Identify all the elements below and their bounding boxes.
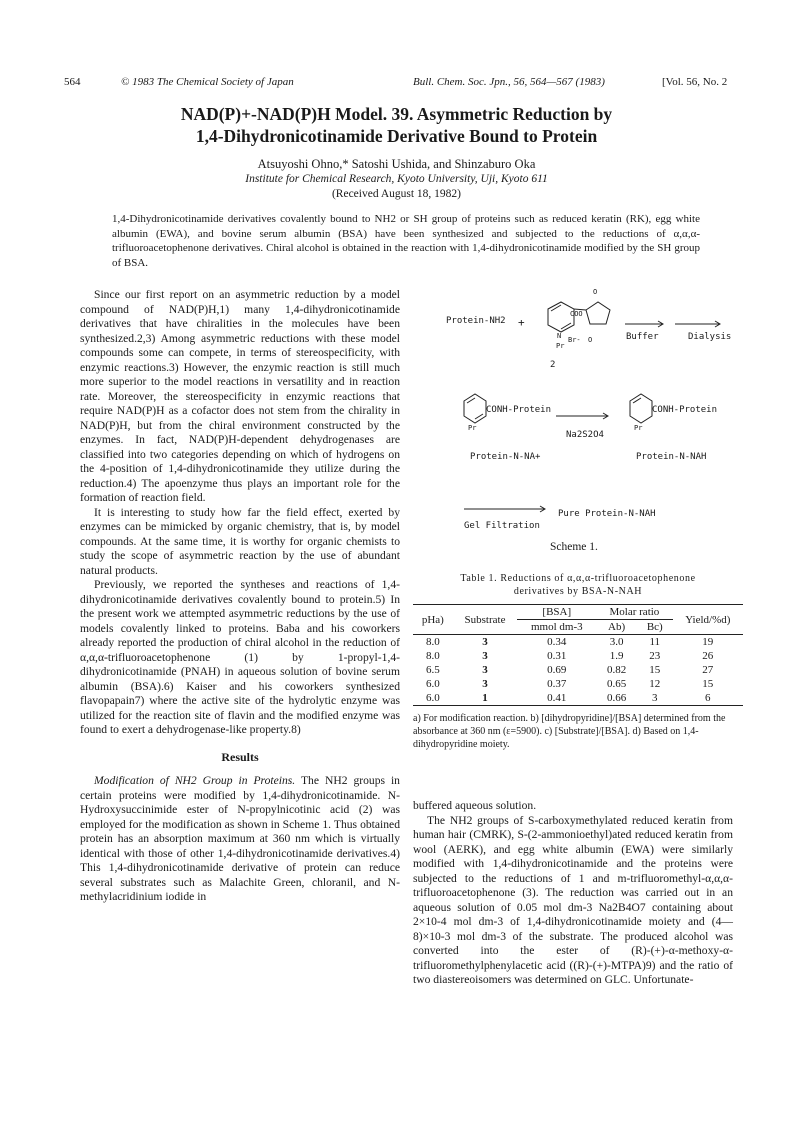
table-caption-line-2: derivatives by BSA-N-NAH [513, 586, 643, 597]
cell-ph: 6.0 [425, 678, 440, 690]
table-reductions [413, 604, 743, 706]
scheme-pr-right: Pr [634, 424, 643, 432]
section-heading-results: Results [221, 749, 259, 764]
title-line-2: 1,4-Dihydronicotinamide Derivative Bound to Protein [195, 126, 598, 146]
table-1 [413, 572, 743, 751]
journal-citation: Bull. Chem. Soc. Jpn., 56, 564—567 (1983) [413, 76, 605, 88]
scheme-coo: COO [570, 310, 583, 318]
scheme-dialysis: Dialysis [688, 332, 732, 342]
table-row [413, 663, 743, 677]
copyright: © 1983 The Chemical Society of Japan [121, 76, 294, 88]
scheme-conh-protein-right: CONH-Protein [652, 405, 718, 415]
paragraph-intro: Since our first report on an asymmetric reduction by a model compound of NAD(P)H,1) many 1,4-dihydronicotinamide derivatives that have chiralities in the molecules have been synthesized.2,3) Among asymmetric reductions with these model compounds some can compete, in terms of stereospecificity, with enzymic reactions.3) However, the enzymic reaction is still much more superior to the model reactions in versatility and in reaction rate. Moreover, the stereospecificity in enzymic reactions that require NAD(P)H as a cofactor does not stem from the chirality in NAD(P)H, but from the chiral environment constructed by the enzymes. In fact, NAD(P)H-dependent dehydrogenases are classified into two categories depending on which of hydrogens on the 4-position of 1,4-dihydronicotinamide they utilize during the reduction.4) The apoenzyme thus plays an important role for the formation of reaction field. [80, 288, 400, 504]
title-line-1: NAD(P)+-NAD(P)H Model. 39. Asymmetric Reduction by [180, 104, 613, 124]
paragraph-modification [80, 774, 400, 905]
cell-b: 12 [649, 678, 661, 690]
cell-bsa: 0.69 [547, 664, 567, 676]
scheme-buffer: Buffer [626, 332, 659, 342]
scheme-conh-protein-left: CONH-Protein [486, 405, 552, 415]
th-molar-ratio: Molar ratio [596, 605, 672, 620]
table-caption-line-1: Table 1. Reductions of α,α,α-trifluoroacetophenone [460, 573, 696, 584]
cell-a: 1.9 [609, 650, 624, 662]
cell-ph: 6.5 [425, 664, 440, 676]
scheme-o-bottom: O [588, 336, 593, 344]
scheme-pr-left: Pr [468, 424, 477, 432]
affiliation: Institute for Chemical Research, Kyoto University, Uji, Kyoto 611 [245, 173, 548, 185]
th-bsa-unit: mmol dm-3 [530, 621, 583, 633]
cell-substrate: 1 [482, 692, 488, 704]
scheme-br: Br- [568, 336, 581, 344]
cell-b: 23 [649, 650, 661, 662]
cell-a: 0.66 [606, 692, 627, 704]
scheme-1 [418, 288, 732, 558]
paragraph-buffered: buffered aqueous solution. [413, 799, 537, 812]
page-number: 564 [64, 76, 81, 88]
cell-ph: 8.0 [425, 636, 440, 648]
cell-yield: 6 [705, 692, 711, 704]
cell-a: 0.65 [606, 678, 627, 690]
cell-bsa: 0.37 [547, 678, 567, 690]
received-date: (Received August 18, 1982) [331, 188, 462, 200]
right-column [413, 799, 733, 988]
scheme-o-top: O [593, 288, 598, 296]
cell-substrate: 3 [482, 650, 488, 662]
cell-yield: 27 [702, 664, 714, 676]
cell-bsa: 0.34 [547, 636, 567, 648]
th-a: Ab) [608, 621, 626, 633]
table-row [413, 677, 743, 691]
table-row [413, 649, 743, 663]
cell-yield: 26 [702, 650, 714, 662]
scheme-caption: Scheme 1. [550, 541, 598, 553]
left-column [80, 288, 400, 905]
cell-bsa: 0.41 [547, 692, 567, 704]
table-row [413, 691, 743, 706]
paragraph-previous-work: Previously, we reported the syntheses and reactions of 1,4-dihydronicotinamide derivatives covalently bound to protein.5) In the present work we attempted asymmetric reductions by the use of models covalently linked to proteins. Baba and his coworkers already reported the production of chiral alcohol in the reduction of α,α,α-trifluoroacetophenone (1) by 1-propyl-1,4-dihydronicotinamide (PNAH) in aqueous solution of bovine serum albumin (BSA).6) Kaiser and his coworkers synthesized flavopapain7) where the active site of the hydrolytic enzyme was utilized for the reaction site of flavin and the modified enzyme was found to exert a dehydrogenase-like property.8) [80, 578, 400, 736]
cell-substrate: 3 [482, 678, 488, 690]
table-footnotes: a) For modification reaction. b) [dihydropyridine]/[BSA] determined from the absorbance at 360 nm (ε=5900). c) [Substrate]/[BSA]. d) Based on 1,4-dihydropyridine moiety. [413, 713, 726, 750]
scheme-plus: + [518, 316, 525, 329]
cell-b: 3 [652, 692, 658, 704]
authors: Atsuyoshi Ohno,* Satoshi Ushida, and Shinzaburo Oka [257, 157, 536, 171]
paragraph-keratin: The NH2 groups of S-carboxymethylated reduced keratin from human hair (CMRK), S-(2-ammonioethyl)ated reduced keratin from wool (AERK), and egg white albumin (EWA) were similarly modified with 1,4-dihydronicotinamide and the proteins were subjected to the reductions of 1 and m-trifluoromethyl-α,α,α-trifluoroacetophenone (3). The reduction was carried out in an aqueous solution of 0.05 mol dm-3 Na2B4O7 containing about 2×10-4 mol dm-3 of 1,4-dihydronicotinamide moiety and (4—8)×10-3 mol dm-3 of the substrate. The produced alcohol was converted into the ester of (R)-(+)-α-methoxy-α-trifluoromethylphenylacetic acid ((R)-(+)-MTPA)9) and the ratio of two diastereoisomers was determined on GLC. Unfortunate- [413, 813, 733, 986]
scheme-pr: Pr [556, 342, 565, 350]
scheme-reagent: Na2S2O4 [566, 430, 604, 440]
subsection-lead: Modification of NH2 Group in Proteins. [94, 774, 296, 787]
th-substrate: Substrate [464, 613, 506, 626]
table-row [413, 635, 743, 650]
paragraph-modification-text: The NH2 groups in certain proteins were modified by 1,4-dihydronicotinamide. N-Hydroxysuccinimide ester of N-propylnicotinic acid (2) was employed for the modification as shown in Scheme 1. Thus obtained protein has an absorption maximum at 360 nm which is virtually identical with those of other 1,4-dihydronicotinamide derivatives.4) This 1,4-dihydronicotinamide derivative of protein can reduce several substrates such as Malachite Green, chloranil, and N-methylacridinium iodide in [80, 774, 400, 903]
scheme-protein-n-na: Protein-N-NA+ [470, 452, 541, 462]
scheme-compound-2: 2 [550, 360, 556, 370]
cell-a: 3.0 [609, 636, 624, 648]
scheme-protein-nh2: Protein-NH2 [446, 316, 506, 326]
paragraph-field-effect: It is interesting to study how far the field effect, exerted by enzymes can be mimicked by organic chemistry, that is, by model compounds. At the same time, it is worthy for organic chemists to study the scope of asymmetric reaction by the use of abundant natural products. [80, 505, 400, 577]
scheme-pure-product: Pure Protein-N-NAH [558, 509, 656, 519]
scheme-gel-filtration: Gel Filtration [464, 521, 540, 531]
cell-ph: 6.0 [425, 692, 440, 704]
cell-b: 11 [649, 636, 661, 648]
th-ph: pHa) [421, 613, 444, 626]
succinimide-ring-icon [586, 302, 610, 324]
cell-yield: 15 [702, 678, 714, 690]
scheme-n: N [557, 332, 562, 340]
th-b: Bc) [646, 621, 663, 633]
cell-yield: 19 [702, 636, 714, 648]
cell-bsa: 0.31 [547, 650, 567, 662]
cell-ph: 8.0 [425, 650, 440, 662]
volume-issue: [Vol. 56, No. 2 [662, 76, 728, 88]
cell-a: 0.82 [606, 664, 627, 676]
abstract: 1,4-Dihydronicotinamide derivatives covalently bound to NH2 or SH group of proteins such as reduced keratin (RK), egg white albumin (EWA), and bovine serum albumin (BSA) have been synthesized and subjected to the reductions of α,α,α-trifluoroacetophenone derivatives. Chiral alcohol is obtained in the reaction with 1,4-dihydronicotinamide modified by the SH group of BSA. [112, 213, 700, 269]
th-bsa: [BSA] [517, 605, 596, 620]
scheme-protein-n-nah: Protein-N-NAH [636, 452, 707, 462]
cell-b: 15 [649, 664, 661, 676]
th-yield: Yield/%d) [685, 613, 731, 626]
cell-substrate: 3 [482, 664, 488, 676]
cell-substrate: 3 [482, 636, 488, 648]
